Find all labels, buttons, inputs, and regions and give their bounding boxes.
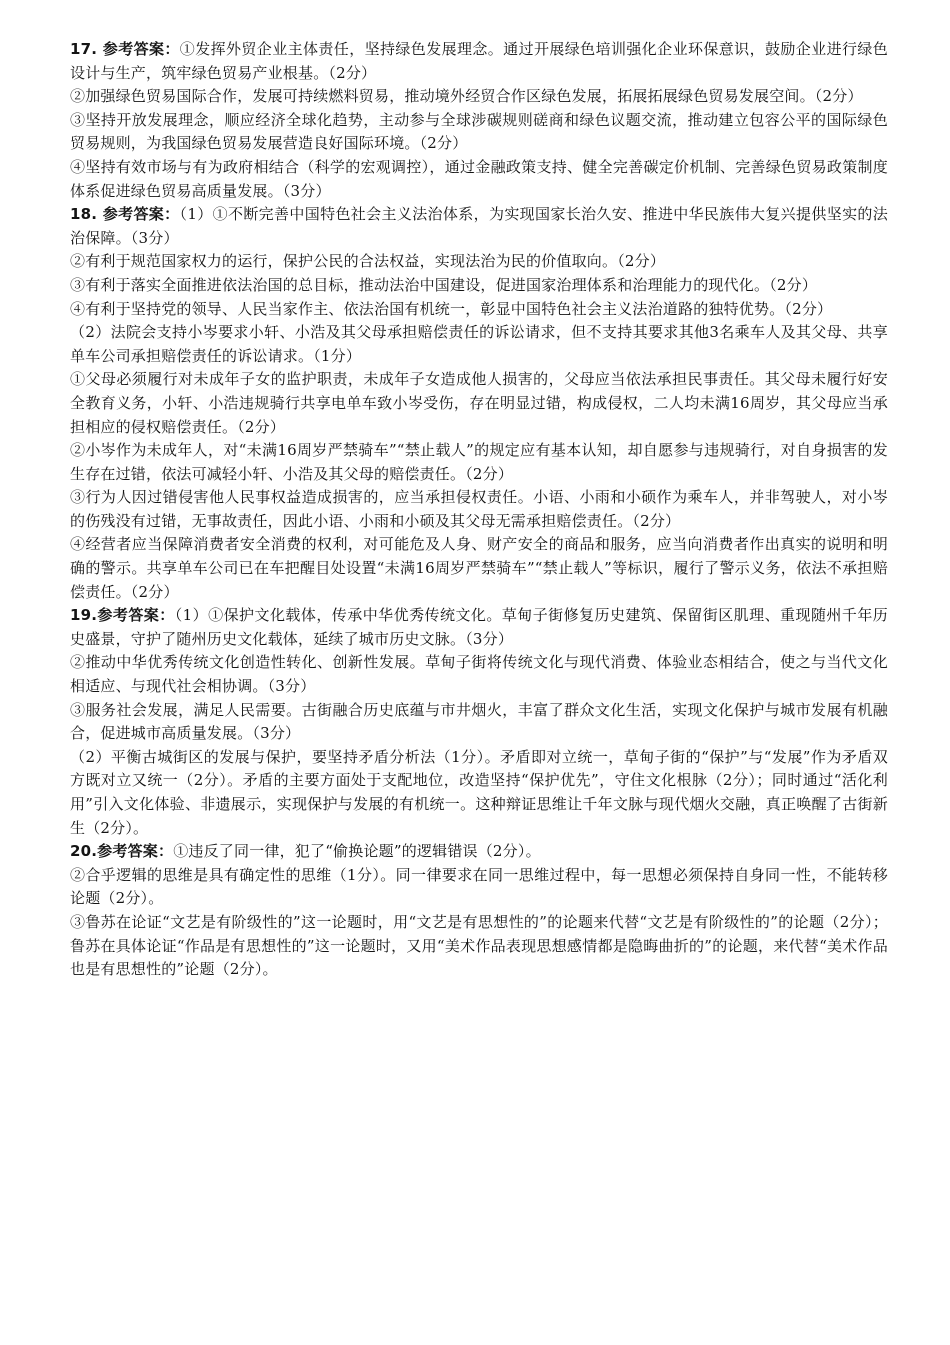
q19-heading: 19.参考答案：: [70, 606, 175, 625]
q19-part1-point-3: ③服务社会发展，满足人民需要。古街融合历史底蕴与市井烟火，丰富了群众文化生活，实现文化保护与城市发展有机融合，促进城市高质量发展。（3分）: [70, 700, 888, 743]
q18-part2-point-2: ②小岑作为未成年人，对“未满16周岁严禁骑车”“禁止载人”的规定应有基本认知，却自愿参与违规骑行，对自身损害的发生存在过错，依法可减轻小轩、小浩及其父母的赔偿责任。（2分）: [70, 441, 888, 483]
q18-part2-point-1: ①父母必须履行对未成年子女的监护职责，未成年子女造成他人损害的，父母应当依法承担民事责任。其父母未履行好安全教育义务，小轩、小浩违规骑行共享电单车致小岑受伤，存在明显过错，构成侵权，二人均未满16周岁，其父母应当承担相应的侵权赔偿责任。（2分）: [70, 370, 888, 436]
q20-point-1: ①违反了同一律，犯了“偷换论题”的逻辑错误（2分）。: [173, 842, 541, 861]
q19-part1-point-1: （1）①保护文化载体，传承中华优秀传统文化。草甸子街修复历史建筑、保留街区肌理、重现随州千年历史盛景，守护了随州历史文化载体，延续了城市历史文脉。（3分）: [70, 606, 888, 648]
q20-para-1: [70, 840, 888, 864]
q18-para-1: [70, 203, 888, 250]
q20-heading: 20.参考答案：: [70, 842, 174, 861]
q18-part2-point-3: ③行为人因过错侵害他人民事权益造成损害的，应当承担侵权责任。小语、小雨和小硕作为乘车人，并非驾驶人，对小岑的伤残没有过错，无事故责任，因此小语、小雨和小硕及其父母无需承担赔偿责任。（2分）: [70, 488, 888, 530]
q17-point-2: ②加强绿色贸易国际合作，发展可持续燃料贸易，推动境外经贸合作区绿色发展，拓展拓展绿色贸易发展空间。（2分）: [70, 87, 863, 106]
q17-point-4: ④坚持有效市场与有为政府相结合（科学的宏观调控），通过金融政策支持、健全完善碳定价机制、完善绿色贸易政策制度体系促进绿色贸易高质量发展。（3分）: [70, 157, 888, 200]
q18-heading: 18. 参考答案：: [70, 205, 180, 224]
q18-part2-intro: （2）法院会支持小岑要求小轩、小浩及其父母承担赔偿责任的诉讼请求，但不支持其要求其他3名乘车人及其父母、共享单车公司承担赔偿责任的诉讼请求。（1分）: [70, 323, 888, 365]
q20-point-2: ②合乎逻辑的思维是具有确定性的思维（1分）。同一律要求在同一思维过程中，每一思想必须保持自身同一性，不能转移论题（2分）。: [70, 865, 888, 908]
answer-document: [70, 38, 888, 982]
q20-point-3: ③鲁苏在论证“文艺是有阶级性的”这一论题时，用“文艺是有思想性的”的论题来代替“文艺是有阶级性的”的论题（2分）；鲁苏在具体论证“作品是有思想性的”这一论题时，又用“美术作品表现思想感情都是隐晦曲折的”的论题，来代替“美术作品也是有思想性的”论题（2分）。: [70, 912, 888, 979]
q18-part1-point-1: （1）①不断完善中国特色社会主义法治体系，为实现国家长治久安、推进中华民族伟大复兴提供坚实的法治保障。（3分）: [70, 205, 888, 247]
q19-para-1: [70, 604, 888, 651]
q18-part2-point-4: ④经营者应当保障消费者安全消费的权利，对可能危及人身、财产安全的商品和服务，应当向消费者作出真实的说明和明确的警示。共享单车公司已在车把醒目处设置“未满16周岁严禁骑车”“禁止载人”等标识，履行了警示义务，依法不承担赔偿责任。（2分）: [70, 535, 888, 601]
q18-part1-point-3: ③有利于落实全面推进依法治国的总目标，推动法治中国建设，促进国家治理体系和治理能力的现代化。（2分）: [70, 275, 818, 294]
q17-point-1: ①发挥外贸企业主体责任，坚持绿色发展理念。通过开展绿色培训强化企业环保意识，鼓励企业进行绿色设计与生产，筑牢绿色贸易产业根基。（2分）: [70, 40, 888, 82]
q17-heading: 17. 参考答案：: [70, 40, 180, 58]
q19-part2: （2）平衡古城街区的发展与保护，要坚持矛盾分析法（1分）。矛盾即对立统一，草甸子街的“保护”与“发展”作为矛盾双方既对立又统一（2分）。矛盾的主要方面处于支配地位，改造坚持“保护优先”，守住文化根脉（2分）；同时通过“活化利用”引入文化体验、非遗展示，实现保护与发展的有机统一。这种辩证思维让千年文脉与现代烟火交融，真正唤醒了古街新生（2分）。: [70, 747, 888, 837]
q19-part1-point-2: ②推动中华优秀传统文化创造性转化、创新性发展。草甸子街将传统文化与现代消费、体验业态相结合，使之与当代文化相适应、与现代社会相协调。（3分）: [70, 653, 888, 696]
q17-para-1: [70, 38, 888, 85]
q18-part1-point-4: ④有利于坚持党的领导、人民当家作主、依法治国有机统一，彰显中国特色社会主义法治道路的独特优势。（2分）: [70, 299, 833, 318]
q18-part1-point-2: ②有利于规范国家权力的运行，保护公民的合法权益，实现法治为民的价值取向。（2分）: [70, 252, 666, 271]
q17-point-3: ③坚持开放发展理念，顺应经济全球化趋势，主动参与全球涉碳规则磋商和绿色议题交流，推动建立包容公平的国际绿色贸易规则，为我国绿色贸易发展营造良好国际环境。（2分）: [70, 110, 888, 153]
